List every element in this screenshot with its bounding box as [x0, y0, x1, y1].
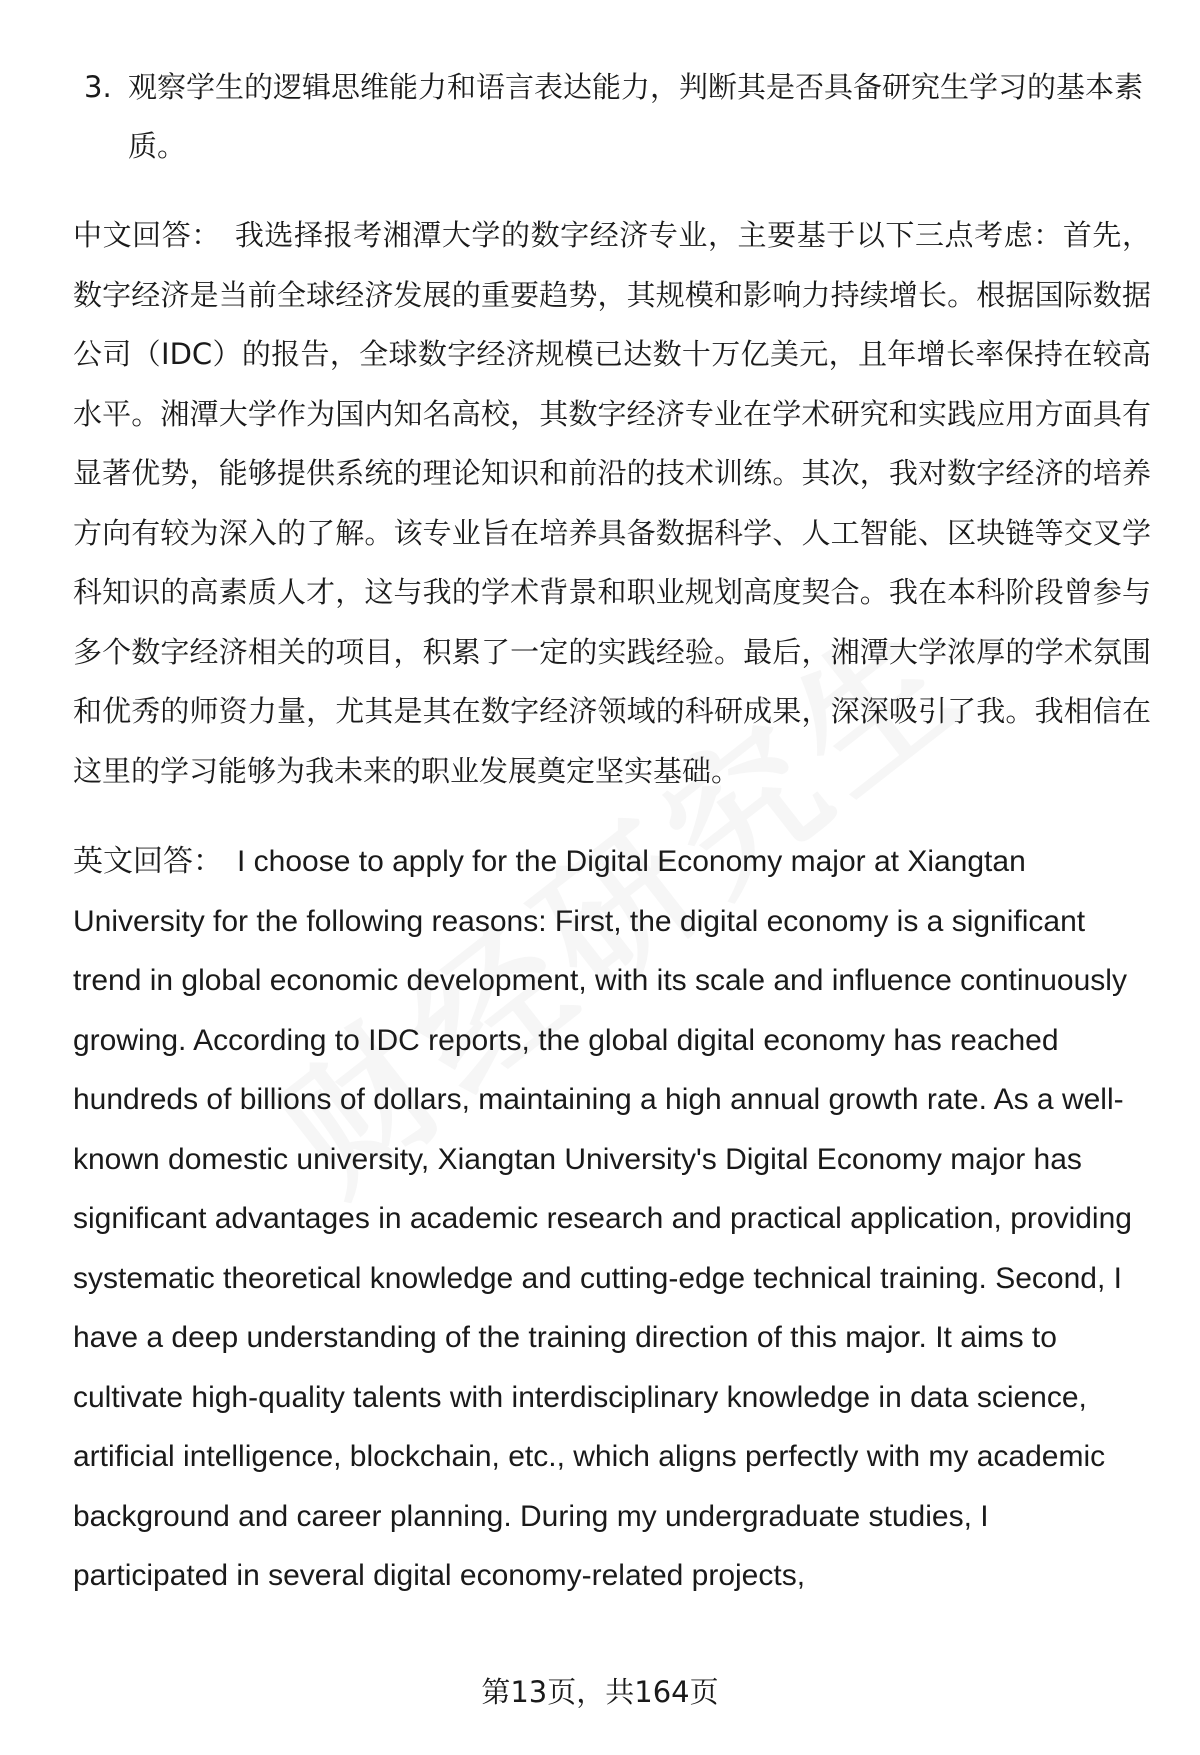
chinese-answer-paragraph: [73, 206, 1151, 801]
list-item-number: 3.: [84, 70, 112, 104]
english-answer-paragraph: [73, 832, 1151, 1606]
english-answer-text: I choose to apply for the Digital Economy major at Xiangtan University for the following reasons: First, the digital economy is a significant trend in global economic development, with its scale and influence continuously growing. According to IDC reports, the global digital economy has reached hundreds of billions of dollars, maintaining a high annual growth rate. As a well-known domestic university, Xiangtan University's Digital Economy major has significant advantages in academic research and practical application, providing systematic theoretical knowledge and cutting-edge technical training. Second, I have a deep understanding of the training direction of this major. It aims to cultivate high-quality talents with interdisciplinary knowledge in data science, artificial intelligence, blockchain, etc., which aligns perfectly with my academic background and career planning. During my undergraduate studies, I participated in several digital economy-related projects,: [73, 845, 1132, 1592]
chinese-answer-label: 中文回答：: [73, 218, 221, 252]
page-number-footer: 第13页，共164页: [481, 1675, 719, 1709]
chinese-answer-text: 我选择报考湘潭大学的数字经济专业，主要基于以下三点考虑：首先，数字经济是当前全球经济发展的重要趋势，其规模和影响力持续增长。根据国际数据公司（IDC）的报告，全球数字经济规模已达数十万亿美元，且年增长率保持在较高水平。湘潭大学作为国内知名高校，其数字经济专业在学术研究和实践应用方面具有显著优势，能够提供系统的理论知识和前沿的技术训练。其次，我对数字经济的培养方向有较为深入的了解。该专业旨在培养具备数据科学、人工智能、区块链等交叉学科知识的高素质人才，这与我的学术背景和职业规划高度契合。我在本科阶段曾参与多个数字经济相关的项目，积累了一定的实践经验。最后，湘潭大学浓厚的学术氛围和优秀的师资力量，尤其是其在数字经济领域的科研成果，深深吸引了我。我相信在这里的学习能够为我未来的职业发展奠定坚实基础。: [73, 218, 1151, 788]
list-item-3: [84, 58, 1146, 176]
english-answer-label: 英文回答：: [73, 845, 223, 878]
list-item-text: 观察学生的逻辑思维能力和语言表达能力，判断其是否具备研究生学习的基本素质。: [128, 70, 1144, 163]
